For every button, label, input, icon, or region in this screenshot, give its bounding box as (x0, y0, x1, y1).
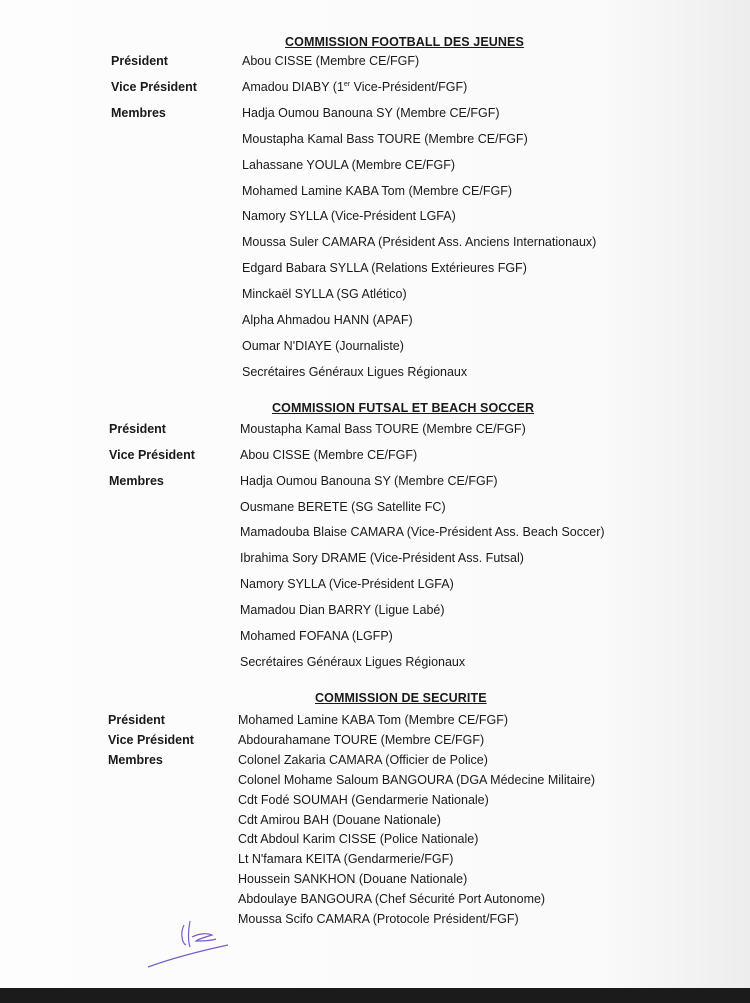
role-label: Président (109, 422, 166, 436)
member-text: Cdt Fodé SOUMAH (Gendarmerie Nationale) (238, 792, 489, 807)
member-text: Namory SYLLA (Vice-Président LGFA) (242, 209, 456, 224)
member-entry (242, 313, 413, 327)
member-text: Alpha Ahmadou HANN (APAF) (242, 313, 413, 327)
member-entry (240, 629, 393, 643)
role-label: Membres (109, 473, 164, 488)
role-label: Vice Président (108, 732, 194, 747)
member-text: Hadja Oumou Banouna SY (Membre CE/FGF) (240, 473, 498, 488)
member-entry (240, 551, 524, 565)
member-text: Secrétaires Généraux Ligues Régionaux (242, 364, 468, 379)
member-entry (240, 603, 445, 617)
role-label: Membres (111, 105, 166, 120)
member-entry (242, 80, 467, 94)
member-entry (238, 892, 545, 906)
member-entry (238, 872, 467, 886)
member-entry (242, 235, 596, 249)
member-entry (238, 733, 484, 747)
member-entry (242, 365, 467, 379)
member-entry (242, 209, 456, 223)
member-text: Ousmane BERETE (SG Satellite FC) (240, 499, 446, 514)
member-entry (238, 813, 441, 827)
commission-title: COMMISSION FOOTBALL DES JEUNES (285, 35, 524, 49)
member-text: Colonel Mohame Saloum BANGOURA (DGA Médecine Militaire) (238, 772, 596, 787)
member-entry (240, 448, 417, 462)
member-entry (240, 422, 526, 436)
member-text: Amadou DIABY (1 (242, 79, 344, 94)
member-entry (242, 339, 404, 353)
member-entry (238, 793, 489, 807)
member-entry (242, 261, 527, 275)
member-text: Ibrahima Sory DRAME (Vice-Président Ass. Futsal) (240, 551, 524, 566)
member-text: Colonel Zakaria CAMARA (Officier de Police) (238, 752, 488, 767)
member-entry (240, 525, 605, 539)
member-entry (240, 655, 465, 669)
member-entry (238, 713, 508, 727)
member-text: Vice-Président/FGF) (350, 79, 468, 94)
member-text: Cdt Amirou BAH (Douane Nationale) (238, 812, 441, 827)
member-text: Moussa Scifo CAMARA (Protocole Président/FGF) (238, 912, 519, 926)
member-entry (238, 912, 519, 926)
role-label: Membres (108, 752, 163, 767)
commission-title: COMMISSION DE SECURITE (315, 691, 487, 705)
member-text: Lt N'famara KEITA (Gendarmerie/FGF) (238, 852, 454, 867)
member-text: Edgard Babara SYLLA (Relations Extérieures FGF) (242, 261, 527, 276)
role-label: Vice Président (109, 447, 195, 462)
member-text: Lahassane YOULA (Membre CE/FGF) (242, 157, 456, 172)
member-text: Mohamed Lamine KABA Tom (Membre CE/FGF) (238, 713, 508, 727)
member-entry (238, 773, 595, 787)
member-text: Namory SYLLA (Vice-Président LGFA) (240, 577, 454, 592)
signature (140, 915, 240, 975)
ordinal-superscript: er (343, 80, 351, 88)
member-entry (240, 474, 498, 488)
member-entry (238, 852, 453, 866)
commission-title: COMMISSION FUTSAL ET BEACH SOCCER (272, 401, 535, 415)
member-text: Houssein SANKHON (Douane Nationale) (238, 872, 468, 887)
member-entry (240, 500, 446, 514)
member-entry (238, 753, 488, 767)
member-entry (242, 54, 419, 68)
member-text: Moustapha Kamal Bass TOURE (Membre CE/FGF) (242, 131, 528, 146)
member-text: Mohamed FOFANA (LGFP) (240, 628, 393, 643)
member-text: Mamadou Dian BARRY (Ligue Labé) (240, 602, 445, 617)
member-entry (242, 158, 455, 172)
member-text: Minckaël SYLLA (SG Atlético) (242, 287, 407, 302)
member-text: Abdourahamane TOURE (Membre CE/FGF) (238, 732, 485, 747)
member-text: Abou CISSE (Membre CE/FGF) (242, 54, 420, 68)
member-text: Abdoulaye BANGOURA (Chef Sécurité Port Autonome) (238, 892, 546, 907)
member-entry (242, 184, 512, 198)
role-label: Vice Président (111, 79, 197, 94)
member-entry (242, 287, 407, 301)
member-text: Hadja Oumou Banouna SY (Membre CE/FGF) (242, 105, 500, 120)
member-text: Oumar N'DIAYE (Journaliste) (242, 338, 404, 353)
member-entry (242, 106, 500, 120)
member-text: Moustapha Kamal Bass TOURE (Membre CE/FGF) (240, 422, 526, 436)
role-label: Président (111, 54, 168, 68)
member-text: Mohamed Lamine KABA Tom (Membre CE/FGF) (242, 183, 512, 198)
member-text: Abou CISSE (Membre CE/FGF) (240, 447, 418, 462)
role-label: Président (108, 713, 165, 727)
member-text: Moussa Suler CAMARA (Président Ass. Anciens Internationaux) (242, 235, 597, 250)
member-text: Secrétaires Généraux Ligues Régionaux (240, 654, 466, 669)
member-entry (240, 577, 454, 591)
member-entry (238, 832, 478, 846)
member-text: Mamadouba Blaise CAMARA (Vice-Président Ass. Beach Soccer) (240, 525, 605, 540)
member-entry (242, 132, 528, 146)
member-text: Cdt Abdoul Karim CISSE (Police Nationale) (238, 832, 479, 847)
